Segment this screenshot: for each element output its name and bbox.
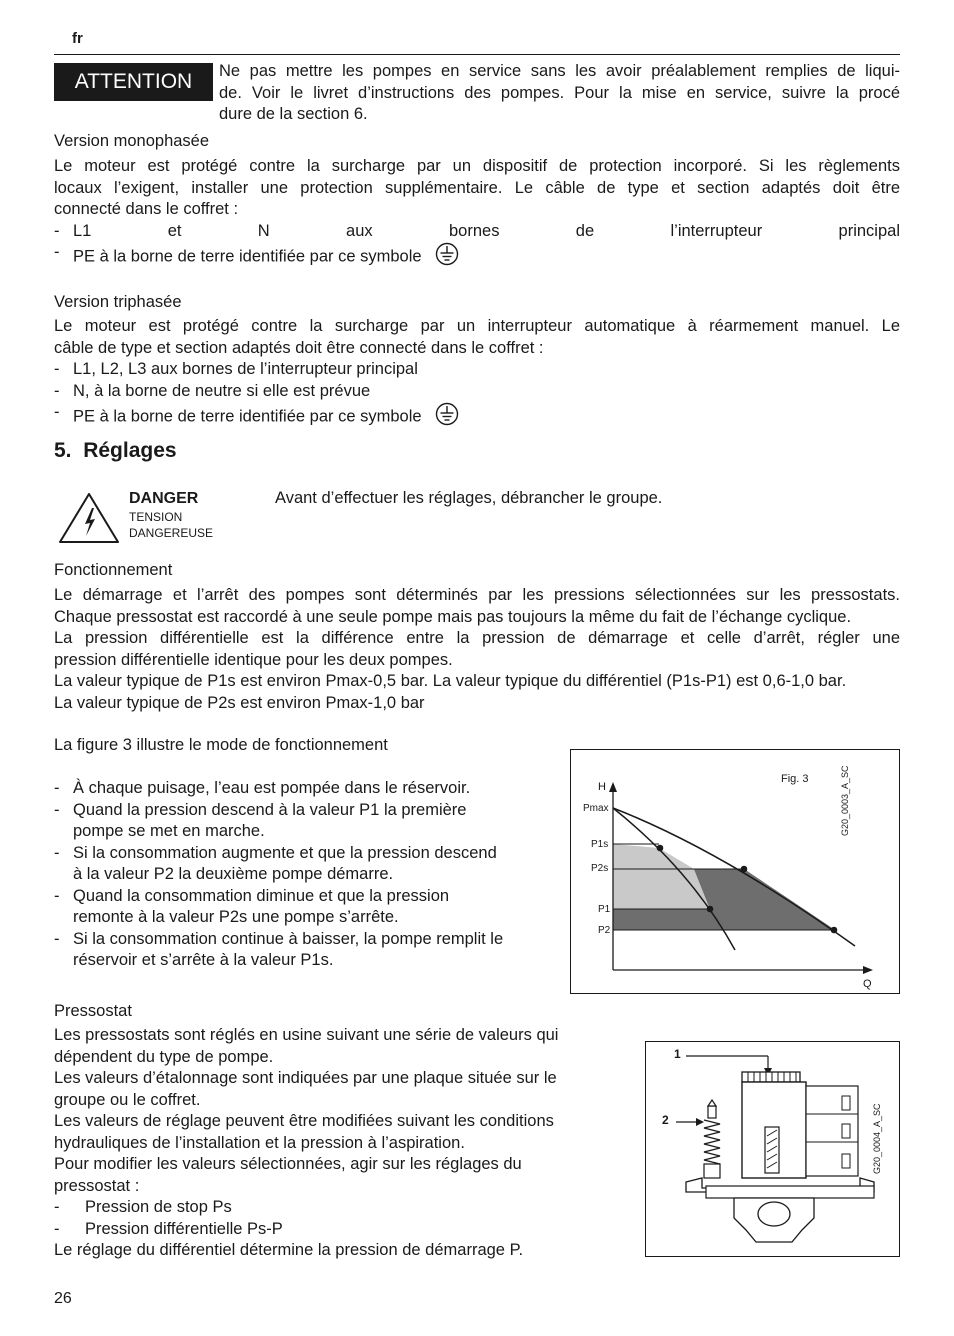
figure-code: G20_0003_A_SC xyxy=(840,765,850,836)
label-p1: P1 xyxy=(598,904,611,915)
fonct-line: La valeur typique de P1s est environ Pmax-0,5 bar. La valeur typique du différentiel (P1s-P1) est 0,6-1,0 bar. xyxy=(54,672,847,690)
fonct-line: La pression différentielle est la différence entre la pression de démarrage et celle d’arrêt, régler une xyxy=(54,629,900,647)
presso-paragraph: Les pressostats sont réglés en usine suivant une série de valeurs qui dépendent du type de pompe. Les valeurs d’étalonnage sont indiquées par une plaque située sur le groupe ou le coffret. Les valeurs de réglage peuvent être modifiées suivant les conditions hydrauliques de l’installation et la pression à l’aspiration. Pour modifier les valeurs sélectionnées, agir sur les réglages du pressostat : - Pression de stop Ps - Pression différentielle Ps-P Le réglage du différentiel détermine la pression de démarrage P. xyxy=(54,1025,624,1262)
header-rule xyxy=(54,54,900,55)
attention-badge: ATTENTION xyxy=(54,63,213,101)
ground-symbol-icon xyxy=(434,242,460,273)
mono-line: connecté dans le coffret : xyxy=(54,200,239,218)
attention-line: Ne pas mettre les pompes en service sans les avoir préalablement remplies de liqui- xyxy=(219,62,900,80)
tri-line: câble de type et section adaptés doit être connecté dans le coffret : xyxy=(54,338,544,357)
tri-heading: Version triphasée xyxy=(54,293,182,311)
mono-line: Le moteur est protégé contre la surcharge par un dispositif de protection incorporé. Si les règlements xyxy=(54,157,900,175)
mono-paragraph xyxy=(54,156,900,273)
step-item: - Si la consommation continue à baisser, la pompe remplit le réservoir et s’arrête à la valeur P1s. xyxy=(54,929,554,972)
presso-heading: Pressostat xyxy=(54,1002,132,1020)
figure-caption: Fig. 3 xyxy=(781,773,809,785)
step-item: - Si la consommation augmente et que la pression descend à la valeur P2 la deuxième pompe démarre. xyxy=(54,843,554,886)
page-number: 26 xyxy=(54,1290,72,1307)
attention-text xyxy=(219,61,900,126)
fonct-line: Chaque pressostat est raccordé à une seule pompe mais pas toujours la même du fait de l’échange cyclique. xyxy=(54,607,852,626)
fonct-line: Le démarrage et l’arrêt des pompes sont déterminés par les pressions sélectionnées sur les pressostats. xyxy=(54,586,900,604)
high-voltage-warning-icon xyxy=(57,491,121,552)
danger-label: DANGER xyxy=(129,490,199,507)
callout-1: 1 xyxy=(674,1047,681,1061)
ground-symbol-icon xyxy=(434,402,460,433)
axis-x-label: Q xyxy=(863,978,872,990)
presso-list-item: - Pression différentielle Ps-P xyxy=(54,1219,624,1241)
figure-4-pressure-switch xyxy=(645,1041,900,1257)
step-item: - À chaque puisage, l’eau est pompée dans le réservoir. xyxy=(54,778,554,800)
label-p2s: P2s xyxy=(591,863,609,874)
section-title: 5. Réglages xyxy=(54,439,177,462)
mono-heading: Version monophasée xyxy=(54,132,210,150)
axis-y-label: H xyxy=(598,781,606,793)
tri-line: Le moteur est protégé contre la surcharge par un interrupteur automatique à réarmement manuel. Le xyxy=(54,317,900,335)
label-p1s: P1s xyxy=(591,839,609,850)
label-p2: P2 xyxy=(598,925,611,936)
fonct-heading: Fonctionnement xyxy=(54,561,173,579)
tri-list-item: - N, à la borne de neutre si elle est prévue xyxy=(54,381,900,403)
tri-paragraph xyxy=(54,316,900,433)
label-pmax: Pmax xyxy=(583,803,609,814)
figure-code: G20_0004_A_SC xyxy=(872,1103,882,1174)
step-item: - Quand la consommation diminue et que la pression remonte à la valeur P2s une pompe s’arrête. xyxy=(54,886,554,929)
fonct-line: La valeur typique de P2s est environ Pmax-1,0 bar xyxy=(54,693,425,712)
fonct-line: pression différentielle identique pour les deux pompes. xyxy=(54,650,453,669)
figure-3 xyxy=(570,749,900,994)
tri-list-item: - L1, L2, L3 aux bornes de l’interrupteur principal xyxy=(54,359,900,381)
step-item: - Quand la pression descend à la valeur P1 la première pompe se met en marche. xyxy=(54,800,554,843)
mono-list-item: - PE à la borne de terre identifiée par ce symbole xyxy=(54,242,900,273)
language-code: fr xyxy=(72,30,83,47)
fonct-steps xyxy=(54,778,554,972)
attention-line: dure de la section 6. xyxy=(219,105,368,123)
tri-list-item: - PE à la borne de terre identifiée par ce symbole xyxy=(54,402,900,433)
callout-2: 2 xyxy=(662,1113,669,1127)
danger-sublabel: TENSION DANGEREUSE xyxy=(129,510,214,540)
danger-text: Avant d’effectuer les réglages, débrancher le groupe. xyxy=(275,489,663,507)
fig-intro: La figure 3 illustre le mode de fonctionnement xyxy=(54,736,388,754)
mono-line: locaux l’exigent, installer une protection supplémentaire. Le câble de type et section adaptés doit être xyxy=(54,178,900,197)
fonct-paragraph xyxy=(54,585,900,714)
presso-list-item: - Pression de stop Ps xyxy=(54,1197,624,1219)
mono-list-item: - L1 et N aux bornes de l’interrupteur principal xyxy=(54,221,900,243)
attention-line: de. Voir le livret d’instructions des pompes. Pour la mise en service, suivre la procé xyxy=(219,83,900,102)
